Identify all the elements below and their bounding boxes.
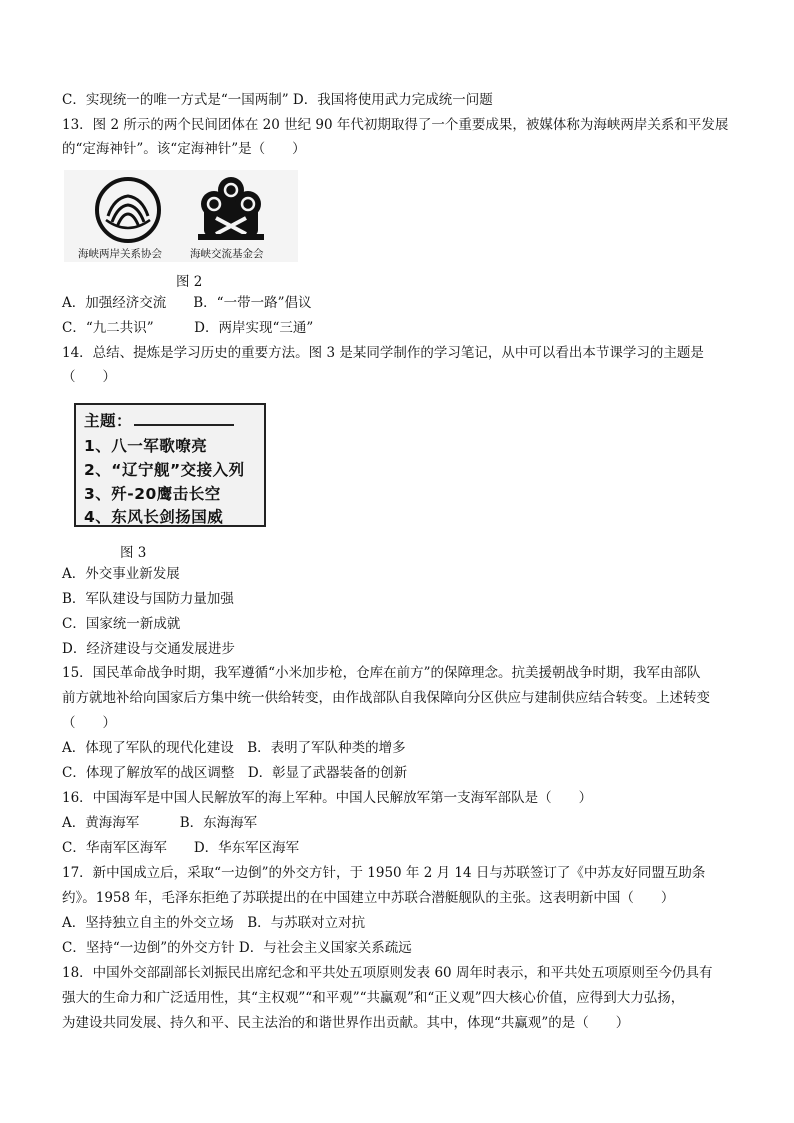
arats-label: 海峡两岸关系协会 [78,248,162,260]
notes-item-1: 1、八一军歌嘹亮 [84,437,208,455]
q14-option-c: C．国家统一新成就 [62,616,181,632]
notes-item-4: 4、东风长剑扬国威 [84,508,224,526]
q16-options-line2: C．华南军区海军 D．华东军区海军 [62,840,300,856]
figure-3-study-notes [74,403,266,527]
q15-stem-line2: 前方就地补给向国家后方集中统一供给转变，由作战部队自我保障向分区供应与建制供应结合转变。上述转变 [62,690,710,706]
sef-emblem-icon [194,174,268,246]
q18-stem-line2: 强大的生命力和广泛适用性，其“主权观”“和平观”“共赢观”和“正义观”四大核心价值，应得到大力弘扬， [62,990,685,1006]
q15-stem-line3: （ ） [62,715,116,731]
q14-stem-line1: 14．总结、提炼是学习历史的重要方法。图 3 是某同学制作的学习笔记，从中可以看出本节课学习的主题是 [62,345,704,361]
q14-option-a: A．外交事业新发展 [62,566,180,582]
q17-options-line1: A．坚持独立自主的外交立场 B．与苏联对立对抗 [62,915,366,931]
q18-stem-line3: 为建设共同发展、持久和平、民主法治的和谐世界作出贡献。其中，体现“共赢观”的是（ ） [62,1015,630,1031]
notes-item-3: 3、歼-20鹰击长空 [84,485,221,503]
q18-stem-line1: 18．中国外交部副部长刘振民出席纪念和平共处五项原则发表 60 周年时表示，和平共处五项原则至今仍具有 [62,965,713,981]
q16-options-line1: A．黄海海军 B．东海海军 [62,815,258,831]
q15-options-line2: C．体现了解放军的战区调整 D．彰显了武器装备的创新 [62,765,408,781]
q13-options-line1: A．加强经济交流 B．“一带一路”倡议 [62,295,312,311]
figure-2-caption: 图 2 [176,274,203,290]
q15-options-line1: A．体现了军队的现代化建设 B．表明了军队种类的增多 [62,740,406,756]
straits-relations-association-logo [94,176,162,244]
figure-3-caption: 图 3 [120,545,147,561]
q17-stem-line2: 约》。1958 年，毛泽东拒绝了苏联提出的在中国建立中苏联合潜艇舰队的主张。这表明新中国（ ） [62,890,675,906]
q15-stem-line1: 15．国民革命战争时期，我军遵循“小米加步枪，仓库在前方”的保障理念。抗美援朝战争时期，我军由部队 [62,665,701,681]
sef-label: 海峡交流基金会 [190,248,264,260]
q13-stem-line2: 的“定海神针”。该“定海神针”是（ ） [62,141,306,157]
q13-stem-line1: 13．图 2 所示的两个民间团体在 20 世纪 90 年代初期取得了一个重要成果，被媒体称为海峡两岸关系和平发展 [62,117,729,133]
q17-options-line2: C．坚持“一边倒”的外交方针 D．与社会主义国家关系疏远 [62,940,412,956]
q16-stem: 16．中国海军是中国人民解放军的海上军种。中国人民解放军第一支海军部队是（ ） [62,790,593,806]
q13-options-line2: C．“九二共识” D．两岸实现“三通” [62,320,314,336]
notes-title-label: 主题： [84,412,133,430]
q14-option-d: D．经济建设与交通发展进步 [62,641,235,657]
q14-option-b: B．军队建设与国防力量加强 [62,591,234,607]
straits-exchange-foundation-logo [194,174,268,246]
q17-stem-line1: 17．新中国成立后，采取“一边倒”的外交方针，于 1950 年 2 月 14 日与苏联签订了《中苏友好同盟互助条 [62,865,706,881]
arats-emblem-icon [94,176,162,244]
figure-2-logos [64,170,298,262]
notes-title-blank [134,412,234,426]
notes-item-2: 2、“辽宁舰”交接入列 [84,461,245,479]
q12-options-line: C．实现统一的唯一方式是“一国两制” D．我国将使用武力完成统一问题 [62,92,493,108]
notes-title-row [84,409,234,431]
q14-stem-line2: （ ） [62,369,116,385]
